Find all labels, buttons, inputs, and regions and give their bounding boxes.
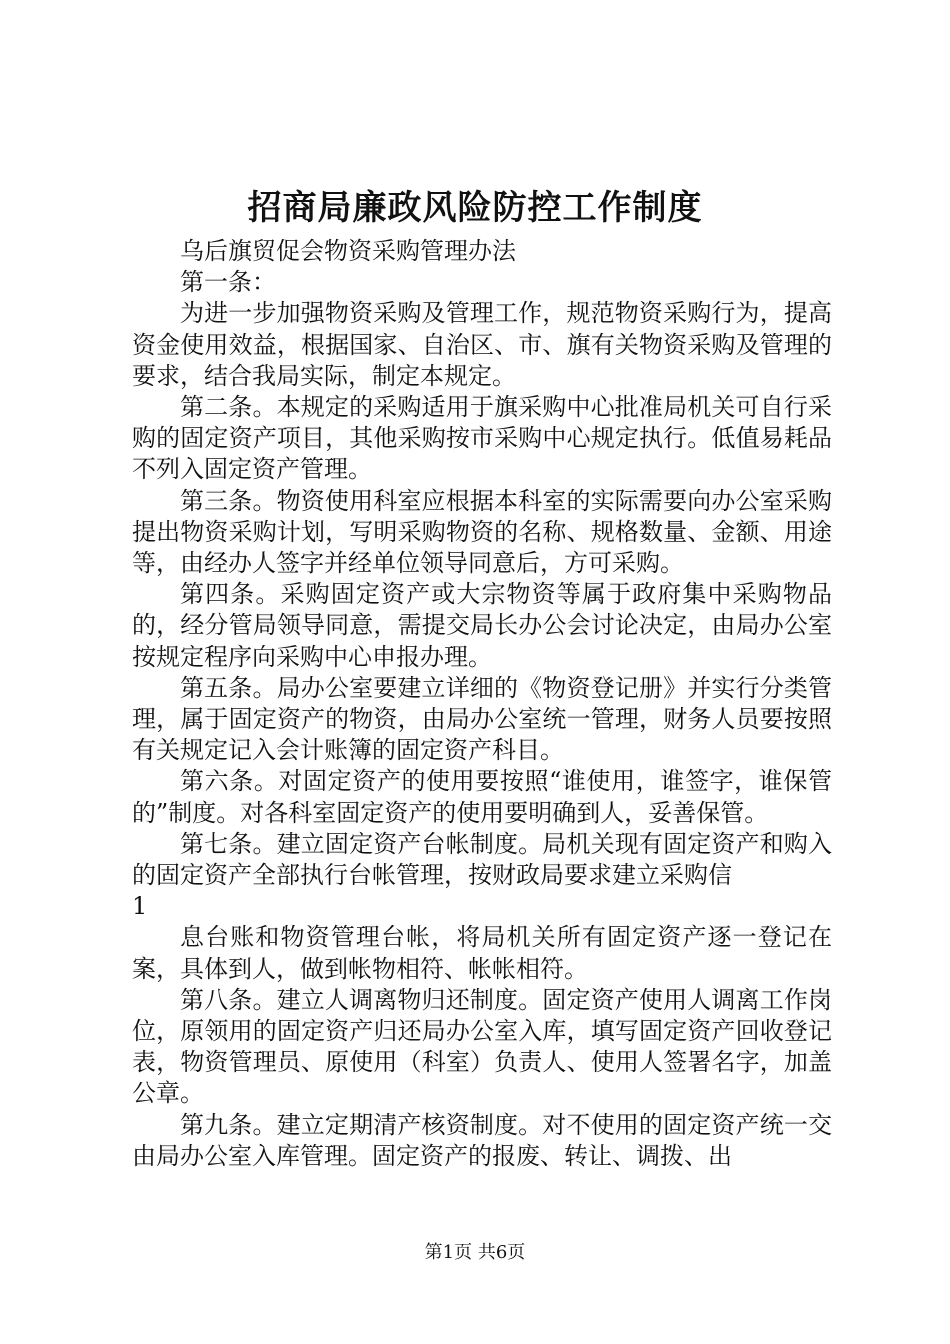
paragraph-article-7-continued: 息台账和物资管理台帐，将局机关所有固定资产逐一登记在案，具体到人，做到帐物相符、帐帐相符。	[132, 923, 832, 983]
document-body	[132, 236, 832, 1172]
paragraph-article-6: 第六条。对固定资产的使用要按照“谁使用，谁签字，谁保管的”制度。对各科室固定资产的使用要明确到人，妥善保管。	[132, 767, 832, 827]
paragraph-article-8: 第八条。建立人调离物归还制度。固定资产使用人调离工作岗位，原领用的固定资产归还局办公室入库，填写固定资产回收登记表，物资管理员、原使用（科室）负责人、使用人签署名字，加盖公章。	[132, 985, 832, 1108]
paragraph-article-7: 第七条。建立固定资产台帐制度。局机关现有固定资产和购入的固定资产全部执行台帐管理，按财政局要求建立采购信	[132, 829, 832, 890]
paragraph-article-3: 第三条。物资使用科室应根据本科室的实际需要向办公室采购提出物资采购计划，写明采购物资的名称、规格数量、金额、用途等，由经办人签字并经单位领导同意后，方可采购。	[132, 486, 832, 578]
paragraph-article-4: 第四条。采购固定资产或大宗物资等属于政府集中采购物品的，经分管局领导同意，需提交局长办公会讨论决定，由局办公室按规定程序向采购中心申报办理。	[132, 580, 832, 671]
paragraph-article-2: 第二条。本规定的采购适用于旗采购中心批准局机关可自行采购的固定资产项目，其他采购按市采购中心规定执行。低值易耗品不列入固定资产管理。	[132, 393, 832, 484]
page-footer: 第1页 共6页	[424, 1242, 526, 1263]
paragraph-article-1-heading: 第一条：	[180, 268, 276, 297]
paragraph-article-5: 第五条。局办公室要建立详细的《物资登记册》并实行分类管理，属于固定资产的物资，由局办公室统一管理，财务人员要按照有关规定记入会计账簿的固定资产科目。	[132, 673, 832, 765]
paragraph-article-9: 第九条。建立定期清产核资制度。对不使用的固定资产统一交由局办公室入库管理。固定资产的报废、转让、调拨、出	[132, 1110, 832, 1170]
document-title: 招商局廉政风险防控工作制度	[247, 188, 703, 228]
paragraph-article-1: 为进一步加强物资采购及管理工作，规范物资采购行为，提高资金使用效益，根据国家、自治区、市、旗有关物资采购及管理的要求，结合我局实际，制定本规定。	[132, 299, 832, 390]
paragraph-subtitle: 乌后旗贸促会物资采购管理办法	[180, 237, 516, 265]
inline-page-number: 1	[132, 892, 148, 921]
